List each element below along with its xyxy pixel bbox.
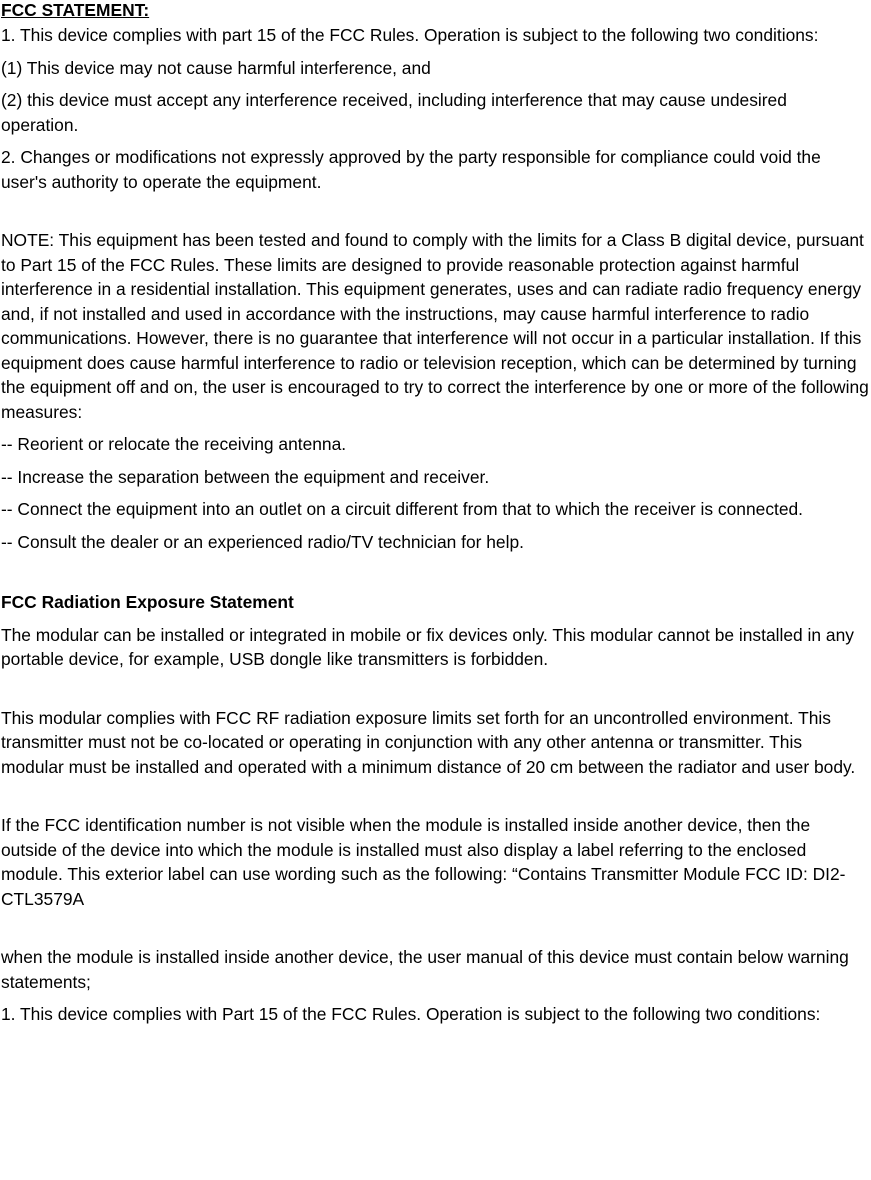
fcc-statement-item-2: 2. Changes or modifications not expressly approved by the party responsible for compliance could void the user's authority to operate the equipment. [1,147,821,192]
note-paragraph: NOTE: This equipment has been tested and found to comply with the limits for a Class B digital device, pursuant to Part 15 of the FCC Rules. These limits are designed to provide reasonable protection against harmful interference in a residential installation. This equipment generates, uses and can radiate radio frequency energy and, if not installed and used in accordance with the instructions, may cause harmful interference to radio communications. However, there is no guarantee that interference will not occur in a particular installation. If this equipment does cause harmful interference to radio or television reception, which can be determined by turning the equipment off and on, the user is encouraged to try to correct the interference by one or more of the following measures: [1,230,869,422]
measure-3: -- Connect the equipment into an outlet on a circuit different from that to which the receiver is connected. [1,499,804,519]
radiation-paragraph-4: when the module is installed inside another device, the user manual of this device must contain below warning statements; [1,947,849,992]
radiation-exposure-title: FCC Radiation Exposure Statement [1,592,294,612]
measure-2: -- Increase the separation between the equipment and receiver. [1,466,490,487]
fcc-statement-title: FCC STATEMENT: [1,0,150,20]
document-page [1,0,869,1027]
radiation-paragraph-5: 1. This device complies with Part 15 of the FCC Rules. Operation is subject to the following two conditions: [1,1004,821,1024]
radiation-paragraph-1: The modular can be installed or integrated in mobile or fix devices only. This modular cannot be installed in any portable device, for example, USB dongle like transmitters is forbidden. [1,624,854,669]
condition-1: (1) This device may not cause harmful interference, and [1,57,431,78]
measure-4: -- Consult the dealer or an experienced radio/TV technician for help. [1,531,524,552]
measure-1: -- Reorient or relocate the receiving antenna. [1,434,347,454]
radiation-paragraph-3: If the FCC identification number is not visible when the module is installed inside another device, then the outside of the device into which the module is installed must also display a label referring to the enclosed module. This exterior label can use wording such as the following: “Contains Transmitter Module FCC ID: DI2-CTL3579A [1,815,846,909]
condition-2: (2) this device must accept any interference received, including interference that may cause undesired operation. [1,90,787,135]
radiation-paragraph-2: This modular complies with FCC RF radiation exposure limits set forth for an uncontrolled environment. This transmitter must not be co-located or operating in conjunction with any other antenna or transmitter. This modular must be installed and operated with a minimum distance of 20 cm between the radiator and user body. [1,707,856,777]
fcc-statement-item-1: 1. This device complies with part 15 of the FCC Rules. Operation is subject to the following two conditions: [1,25,819,45]
